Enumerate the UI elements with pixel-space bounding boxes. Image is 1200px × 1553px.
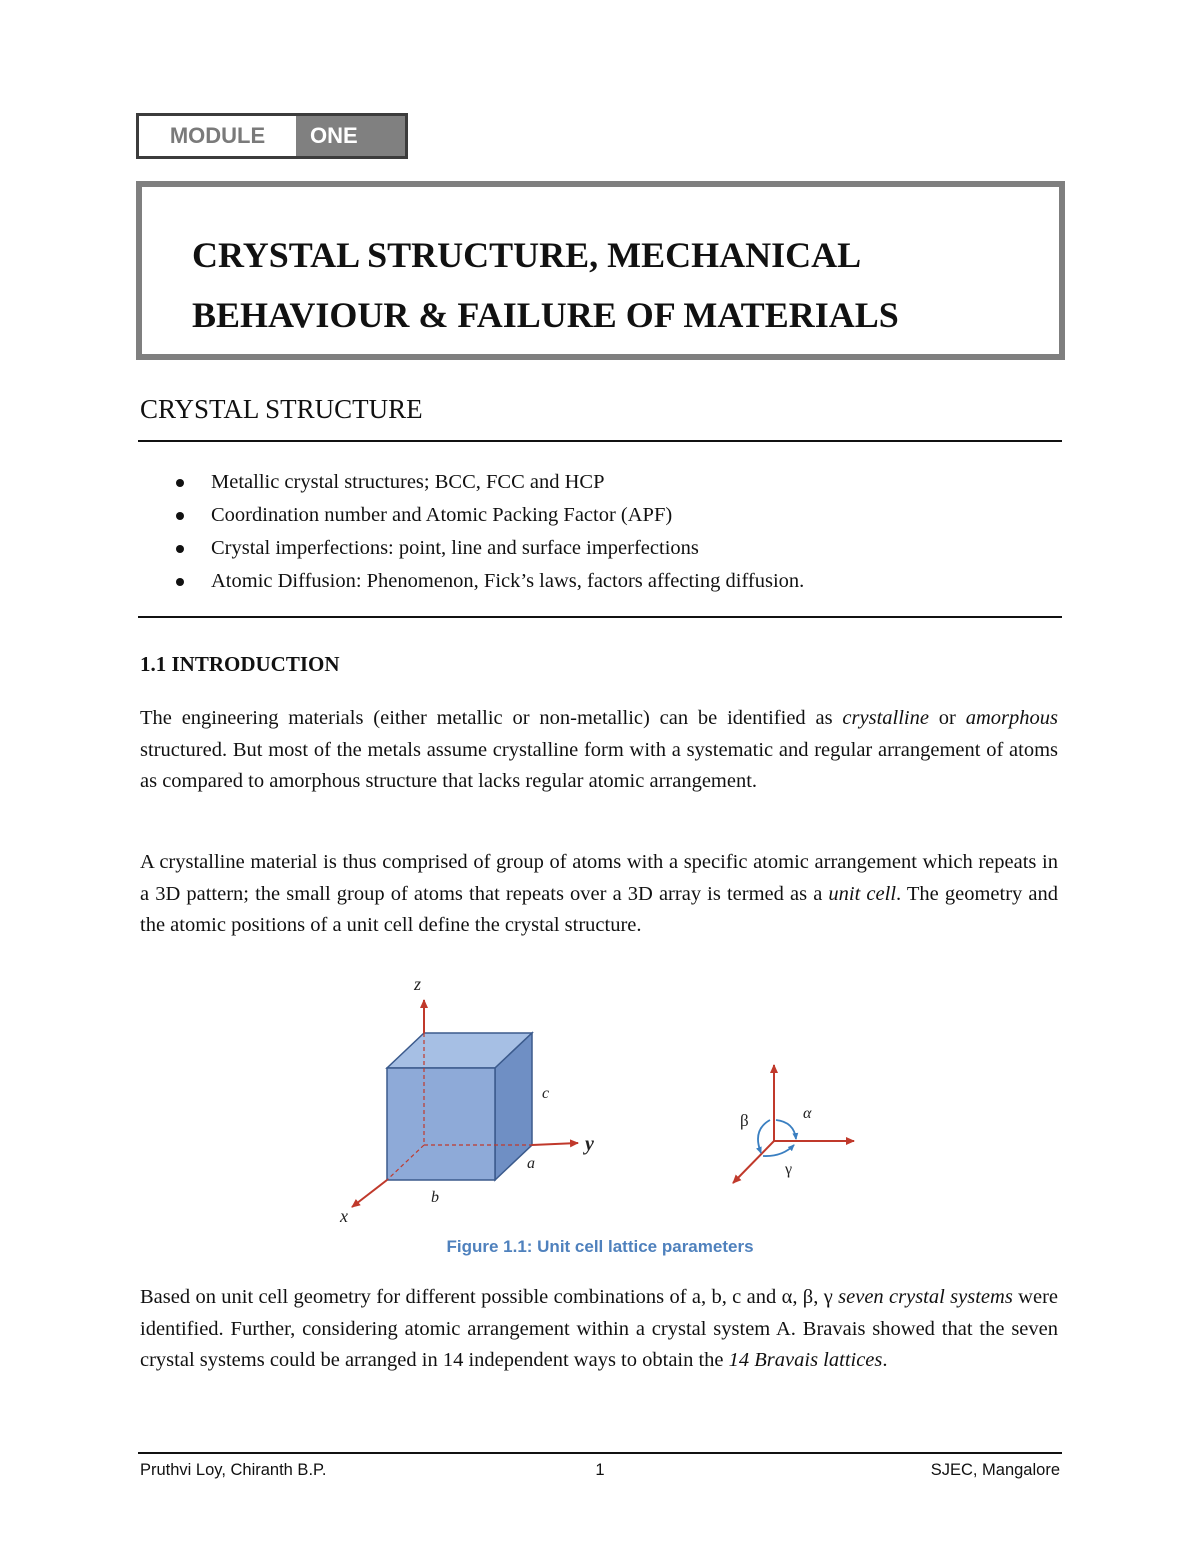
- bravais-paragraph: [140, 1282, 1058, 1377]
- a-label: a: [527, 1155, 535, 1172]
- alpha-label: α: [803, 1105, 812, 1122]
- beta-label: β: [740, 1111, 749, 1130]
- module-number: ONE: [296, 116, 405, 156]
- emphasis: amorphous: [965, 707, 1058, 729]
- title-line-1: CRYSTAL STRUCTURE, MECHANICAL: [192, 235, 862, 275]
- text-run: The engineering materials (either metallic or non-metallic) can be identified as: [140, 707, 843, 729]
- title-box: [136, 181, 1065, 360]
- text-run: structured. But most of the metals assume crystalline form with a systematic and regular arrangement of atoms as compared to amorphous structure that lacks regular atomic arrangement.: [140, 738, 1058, 792]
- text-run: or: [928, 707, 966, 729]
- module-badge: [136, 113, 408, 159]
- interaxial-angles-diagram: [733, 1065, 854, 1183]
- list-item: Metallic crystal structures; BCC, FCC and HCP: [170, 466, 804, 499]
- syllabus-list: [170, 466, 804, 598]
- text-run: . The geometry and the atomic positions of a unit cell define the crystal structure.: [140, 882, 1059, 936]
- y-axis: [532, 1143, 578, 1145]
- emphasis: crystalline: [842, 707, 929, 729]
- x-label: x: [340, 1206, 348, 1226]
- c-label: c: [542, 1085, 550, 1102]
- text-run: Based on unit cell geometry for different possible combinations of a, b, c and α, β, γ: [140, 1286, 839, 1308]
- y-label: y: [585, 1133, 594, 1155]
- title-line-2: BEHAVIOUR & FAILURE OF MATERIALS: [192, 295, 899, 335]
- section-heading: CRYSTAL STRUCTURE: [140, 394, 423, 424]
- intro-paragraph-1: [140, 703, 1058, 798]
- list-item: Atomic Diffusion: Phenomenon, Fick’s laws, factors affecting diffusion.: [170, 565, 804, 598]
- list-item: Crystal imperfections: point, line and surface imperfections: [170, 532, 804, 565]
- page-number: 1: [595, 1461, 605, 1479]
- alpha-arc: [776, 1120, 796, 1139]
- section-rule-top: [138, 440, 1062, 442]
- gamma-label: γ: [785, 1161, 793, 1178]
- text-run: were identified. Further, considering atomic arrangement within a crystal system A. Bravais showed that the seven crystal systems could be arranged in 14 independent ways to obtain the: [140, 1286, 1058, 1371]
- footer-authors: Pruthvi Loy, Chiranth B.P.: [140, 1461, 327, 1479]
- unit-cell-cube: [387, 1033, 532, 1180]
- angle-x-axis: [733, 1141, 774, 1183]
- module-label: MODULE: [139, 116, 296, 156]
- footer-institution: SJEC, Mangalore: [930, 1461, 1060, 1479]
- b-label: b: [431, 1189, 439, 1206]
- page-title: [192, 225, 1032, 345]
- emphasis: seven crystal systems: [838, 1286, 1013, 1308]
- cube-front-face: [387, 1068, 495, 1180]
- text-run: A crystalline material is thus comprised of group of atoms with a specific atomic arrangement which repeats in a 3D pattern; the small group of atoms that repeats over a 3D array is termed as a: [140, 851, 1058, 905]
- intro-heading: 1.1 INTRODUCTION: [140, 652, 340, 676]
- intro-paragraph-2: [140, 847, 1058, 942]
- figure-caption: Figure 1.1: Unit cell lattice parameters: [446, 1237, 754, 1256]
- list-item: Coordination number and Atomic Packing Factor (APF): [170, 499, 804, 532]
- section-rule-bottom: [138, 616, 1062, 618]
- x-axis: [352, 1180, 387, 1207]
- z-label: z: [414, 974, 422, 994]
- text-run: .: [882, 1349, 888, 1371]
- unit-cell-figure: [320, 960, 880, 1230]
- emphasis: unit cell: [828, 882, 897, 905]
- footer-rule: [138, 1452, 1062, 1454]
- emphasis: 14 Bravais lattices: [728, 1349, 883, 1371]
